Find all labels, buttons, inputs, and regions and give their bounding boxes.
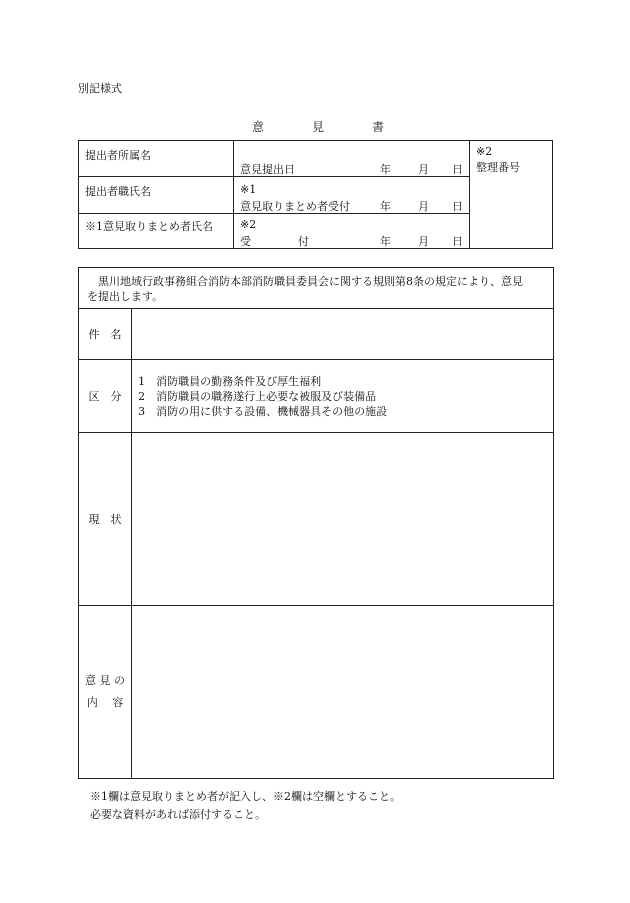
category-item-2[interactable]: 2 消防職員の職務遂行上必要な被服及び装備品 — [138, 389, 377, 403]
note-2: 必要な資料があれば添付すること。 — [90, 808, 266, 821]
title-char-1: 意 — [252, 120, 265, 134]
title-char-2: 見 — [312, 120, 325, 134]
opinion-label-line-2: 内 容 — [86, 696, 124, 709]
ref-label: 整理番号 — [476, 161, 520, 174]
document-title — [252, 118, 384, 135]
status-label: 現 状 — [79, 433, 132, 606]
title-char-3: 書 — [372, 120, 385, 134]
month-label: 月 — [418, 163, 429, 176]
affiliation-label-cell: 提出者所属名 — [79, 141, 234, 177]
category-options[interactable] — [132, 360, 554, 433]
receipt-mark: ※1 — [240, 183, 257, 196]
opinion-input-cell[interactable] — [132, 606, 554, 779]
submit-date-label: 意見提出日 — [240, 163, 295, 176]
acceptance-cell[interactable]: ※2 受 付 年 月 日 — [234, 214, 470, 249]
note-1: ※1欄は意見取りまとめ者が記入し、※2欄は空欄とすること。 — [90, 790, 401, 803]
submit-date-cell[interactable] — [234, 141, 470, 177]
compiler-label-cell: ※1意見取りまとめ者氏名 — [79, 214, 234, 249]
year-label: 年 — [380, 163, 391, 176]
category-item-1[interactable]: 1 消防職員の勤務条件及び厚生福利 — [138, 374, 322, 388]
accept-label-2: 付 — [298, 235, 309, 248]
day-label: 日 — [452, 163, 463, 176]
subject-input-cell[interactable] — [132, 309, 554, 360]
opinion-label-line-1: 意 見 の — [85, 674, 126, 687]
status-input-cell[interactable] — [132, 433, 554, 606]
subject-label: 件 名 — [79, 309, 132, 360]
receipt-cell[interactable]: ※1 意見取りまとめ者受付 年 月 日 — [234, 177, 470, 214]
accept-mark: ※2 — [240, 218, 257, 231]
opinion-table — [78, 267, 554, 779]
ref-mark: ※2 — [476, 145, 493, 158]
category-label: 区 分 — [79, 360, 132, 433]
receipt-label: 意見取りまとめ者受付 — [240, 200, 350, 213]
name-label-cell: 提出者職氏名 — [79, 177, 234, 214]
accept-label-1: 受 — [240, 235, 251, 248]
intro-line-2: を提出します。 — [87, 290, 164, 303]
opinion-label — [79, 606, 132, 779]
category-item-3[interactable]: 3 消防の用に供する設備、機械器具その他の施設 — [138, 404, 388, 418]
form-type-label: 別記様式 — [78, 82, 122, 95]
submitter-info-table — [78, 140, 553, 249]
intro-cell — [79, 268, 554, 309]
reference-number-cell[interactable] — [470, 141, 553, 249]
intro-line-1: 黒川地域行政事務組合消防本部消防職員委員会に関する規則第8条の規定により、意見 — [98, 275, 523, 288]
